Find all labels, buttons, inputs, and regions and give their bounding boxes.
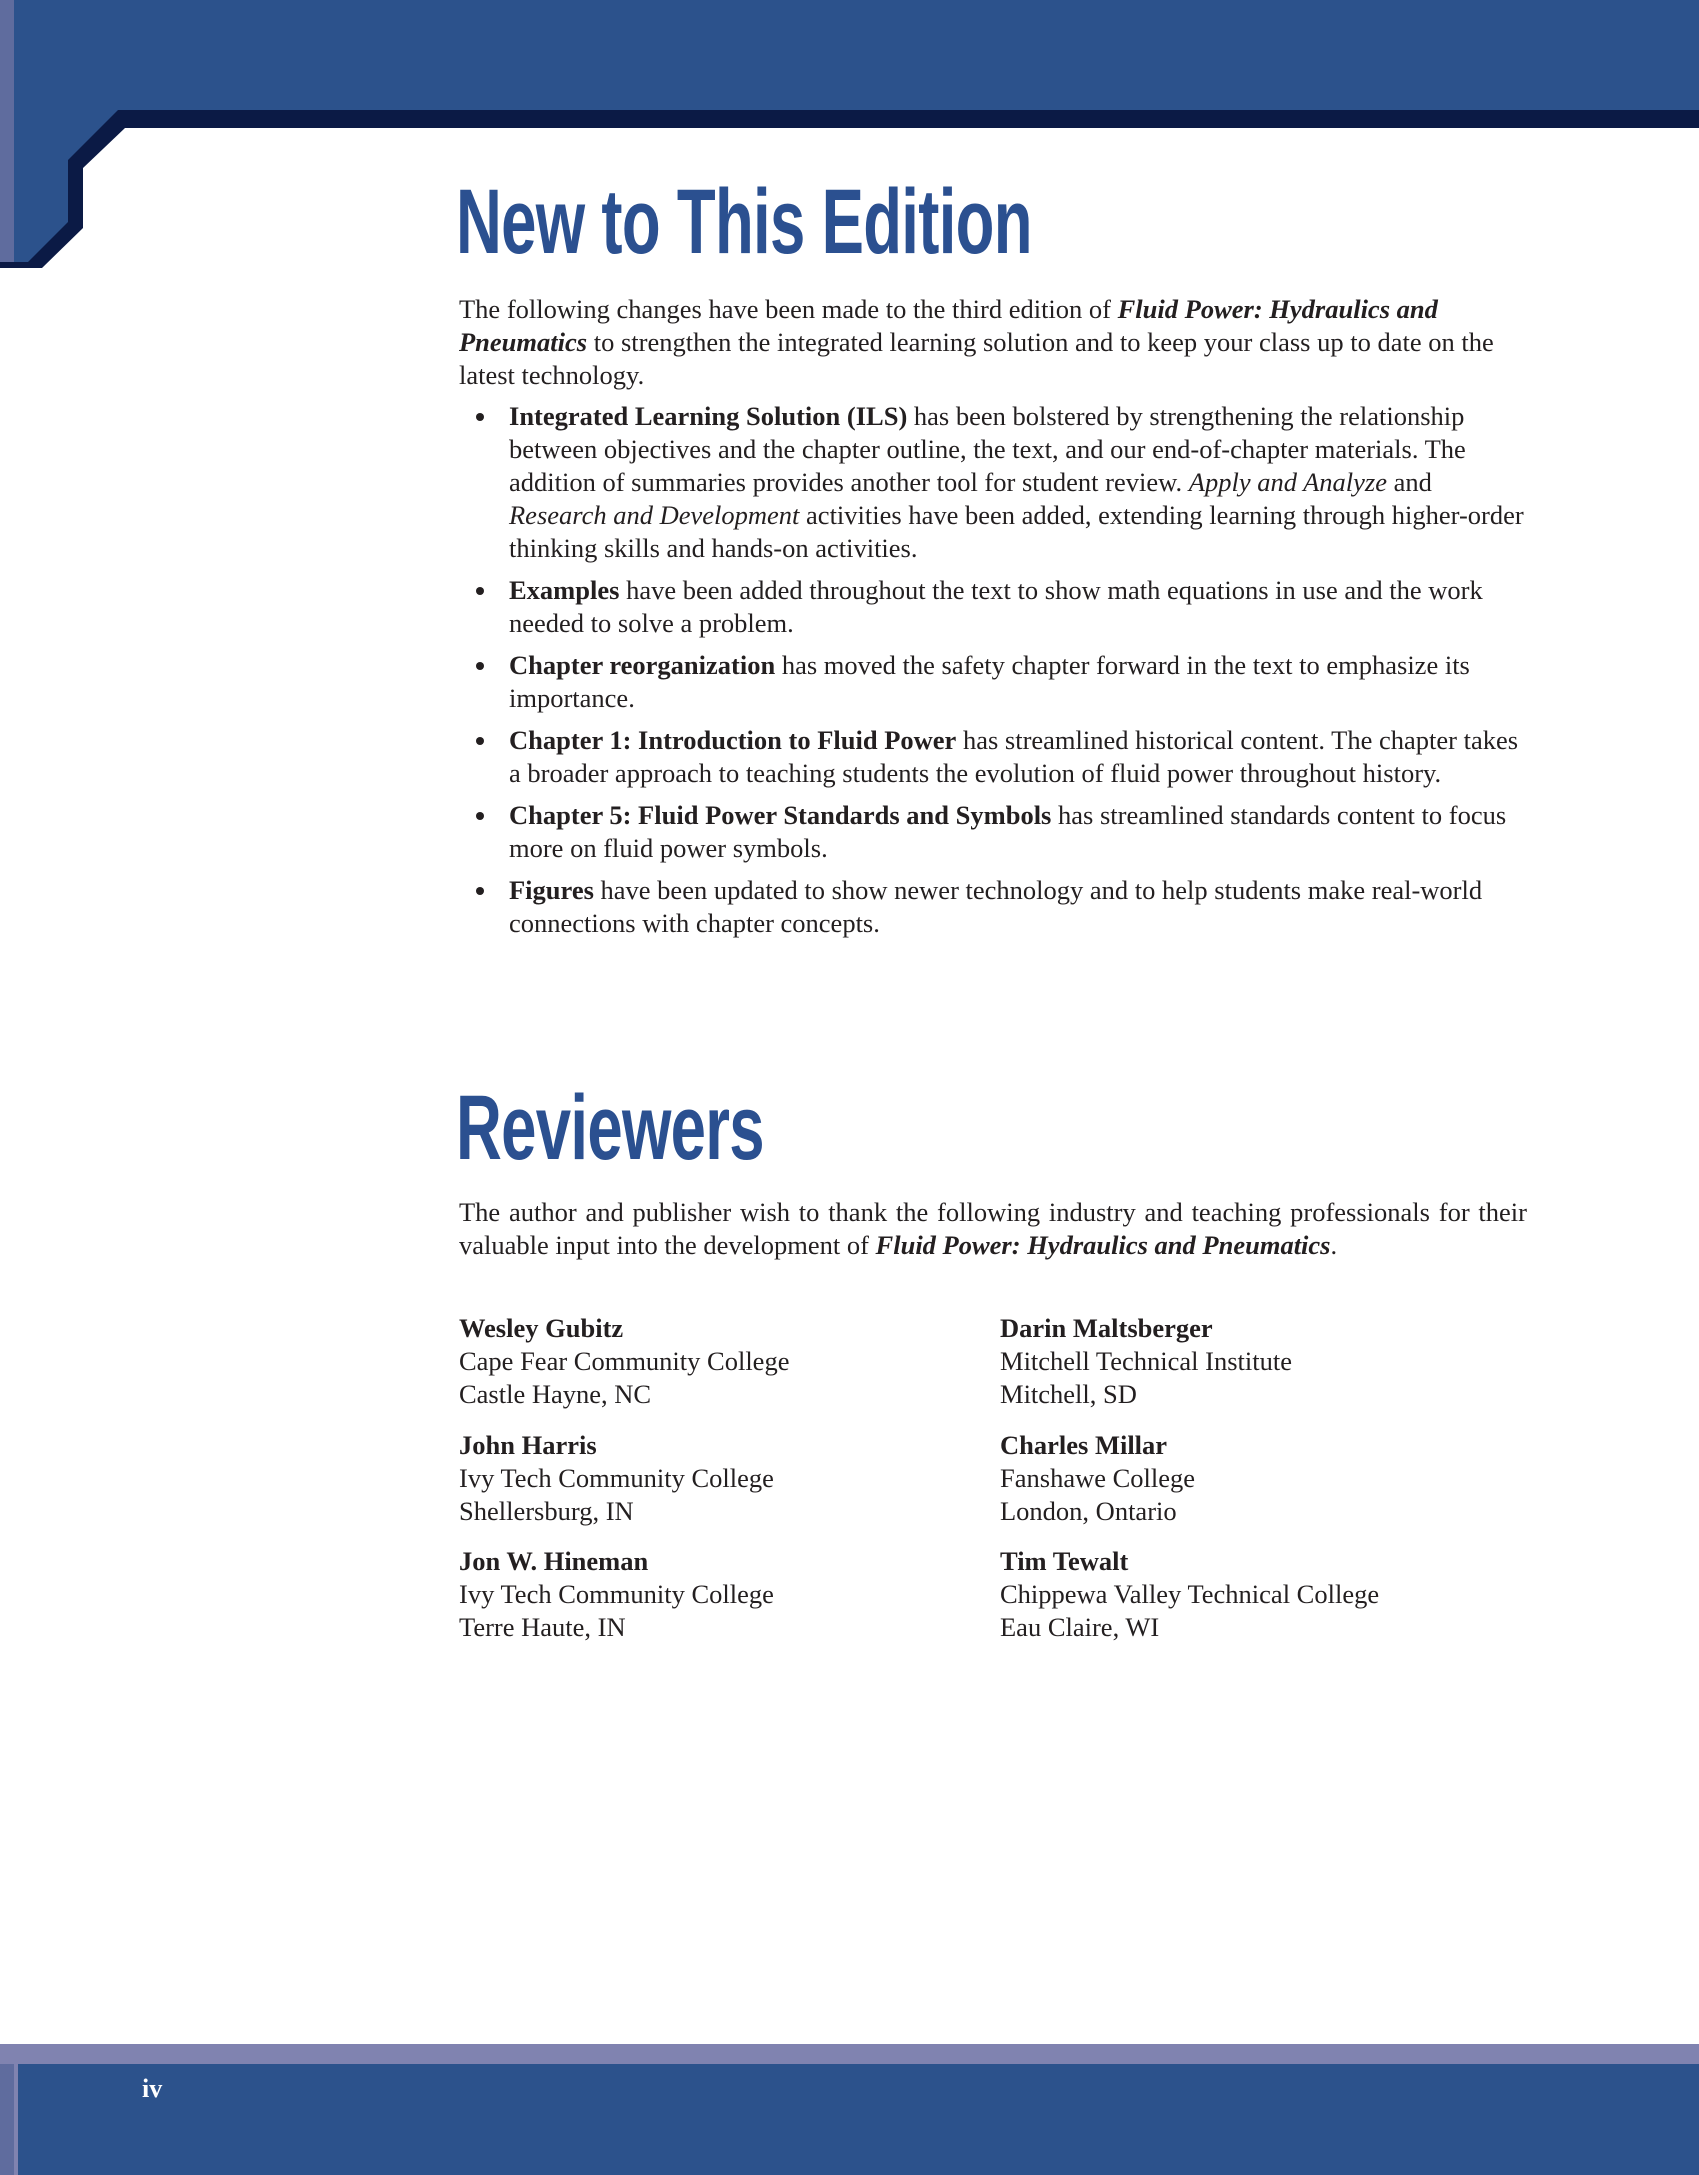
reviewers-intro: The author and publisher wish to thank the following industry and teaching professionals for their valuable input into the development of Fluid Power: Hydraulics and Pneumatics.: [459, 1197, 1527, 1260]
section-title-reviewers: Reviewers: [456, 1077, 764, 1179]
new-edition-body: [459, 293, 1527, 949]
list-item: Figures have been updated to show newer technology and to help students make real-world connections with chapter concepts.: [459, 874, 1527, 940]
reviewer: Darin Maltsberger Mitchell Technical Institute Mitchell, SD: [1000, 1313, 1293, 1409]
reviewer: Tim Tewalt Chippewa Valley Technical College Eau Claire, WI: [1000, 1546, 1380, 1642]
reviewer: Charles Millar Fanshawe College London, Ontario: [1000, 1429, 1196, 1526]
page-number: iv: [142, 2074, 163, 2103]
book-title: Fluid Power: Hydraulics and Pneumatics: [875, 1230, 1331, 1260]
list-item: Examples have been added throughout the text to show math equations in use and the work needed to solve a problem.: [459, 574, 1527, 640]
reviewer: Wesley Gubitz Cape Fear Community College Castle Hayne, NC: [459, 1313, 790, 1409]
section-title-new-edition: New to This Edition: [456, 171, 1032, 273]
changes-list: [459, 400, 1527, 940]
list-item: Chapter 1: Introduction to Fluid Power has streamlined historical content. The chapter takes a broader approach to teaching students the evolution of fluid power throughout history.: [459, 724, 1527, 790]
list-item: Chapter 5: Fluid Power Standards and Symbols has streamlined standards content to focus more on fluid power symbols.: [459, 799, 1527, 865]
reviewer: John Harris Ivy Tech Community College Shellersburg, IN: [459, 1429, 774, 1526]
reviewers-column-left: [459, 1312, 979, 1662]
intro-paragraph: The following changes have been made to the third edition of Fluid Power: Hydraulics and Pneumatics to strengthen the integrated learning solution and to keep your class up to date on the latest technology.: [459, 294, 1494, 390]
list-item: Integrated Learning Solution (ILS) has been bolstered by strengthening the relationship between objectives and the chapter outline, the text, and our end-of-chapter materials. The addition of summaries provides another tool for student review. Apply and Analyze and Research and Development activities have been added, extending learning through higher-order thinking skills and hands-on activities.: [459, 400, 1527, 565]
list-item: Chapter reorganization has moved the safety chapter forward in the text to emphasize its importance.: [459, 649, 1527, 715]
book-title: Fluid Power: Hydraulics and Pneumatics: [459, 294, 1438, 357]
reviewers-column-right: [1000, 1312, 1520, 1662]
page-frame-bottom: [0, 2044, 1699, 2175]
reviewer: Jon W. Hineman Ivy Tech Community College Terre Haute, IN: [459, 1546, 774, 1642]
